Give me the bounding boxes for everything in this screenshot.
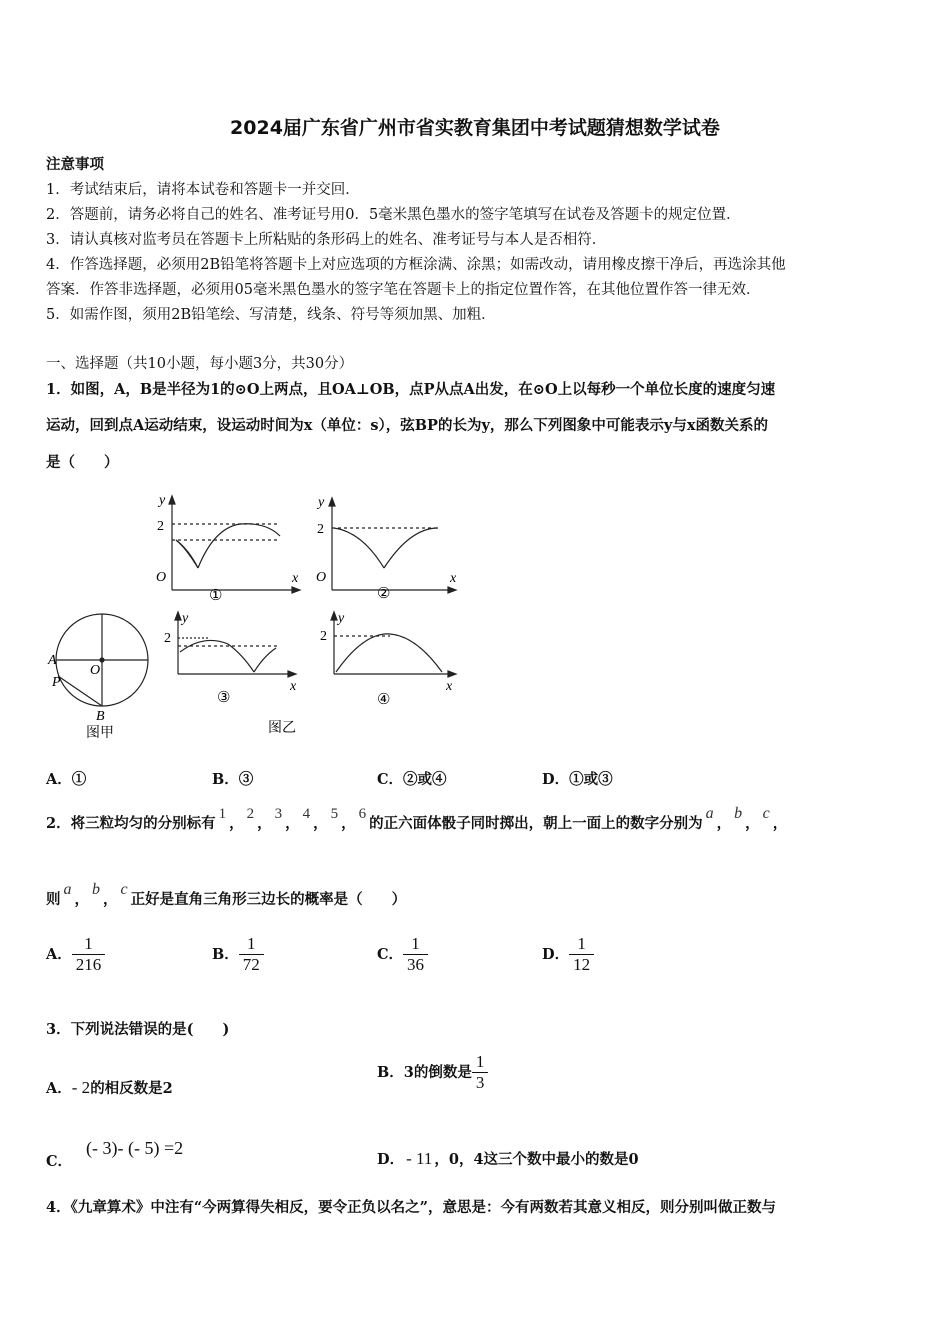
q2-line-1: 2．将三粒均匀的分别标有1，2，3，4，5，6的正六面体骰子同时掷出，朝上一面上的数字分别为a，b，c，: [46, 805, 788, 832]
q1-option-d[interactable]: D．①或③: [542, 771, 613, 788]
face-6: 6: [358, 806, 367, 822]
var-c-2: c: [120, 881, 128, 898]
caption-b: 图乙: [268, 721, 296, 736]
circle-o: O: [90, 663, 101, 678]
notice-item-3: 3．请认真核对监考员在答题卡上所粘贴的条形码上的姓名、准考证号与本人是否相符．: [46, 232, 607, 248]
q2-option-a[interactable]: [46, 934, 105, 976]
q2-option-d-label: D．: [542, 945, 570, 963]
page-title: 2024届广东省广州市省实教育集团中考试题猜想数学试卷: [230, 117, 720, 139]
var-b: b: [734, 805, 743, 822]
q2-option-b-label: B．: [212, 945, 239, 963]
q1-option-c[interactable]: C．②或④: [377, 771, 447, 788]
q2-d-den: 12: [573, 955, 591, 975]
q2-prefix: 2．将三粒均匀的分别标有: [46, 815, 216, 832]
g3-two: 2: [164, 631, 171, 646]
q3-b-text: 3的倒数是: [403, 1063, 472, 1081]
q2-option-d[interactable]: [542, 934, 594, 976]
q3-a-math: - 2: [71, 1078, 91, 1097]
q3-b-label: B．: [377, 1063, 404, 1081]
face-2: 2: [246, 806, 255, 822]
graph-2: [329, 498, 456, 593]
face-3: 3: [274, 806, 283, 822]
q2-a-num: 1: [72, 934, 106, 955]
var-b-2: b: [92, 881, 100, 898]
q3-c-label: C．: [46, 1153, 73, 1170]
notice-item-4-cont: 答案．作答非选择题，必须用05毫米黑色墨水的签字笔在答题卡上的指定位置作答，在其他位置作答一律无效．: [46, 282, 761, 298]
notice-item-1: 1．考试结束后，请将本试卷和答题卡一并交回．: [46, 182, 360, 198]
q2-b-num: 1: [239, 934, 264, 955]
notice-item-2: 2．答题前，请务必将自己的姓名、准考证号用0．5毫米黑色墨水的签字笔填写在试卷及答题卡的规定位置．: [46, 207, 741, 223]
face-5: 5: [330, 806, 339, 822]
caption-a: 图甲: [86, 726, 114, 741]
g2-o: O: [316, 570, 327, 585]
g2-x: x: [450, 571, 457, 586]
g3-label: ③: [217, 690, 231, 706]
g4-two: 2: [320, 629, 327, 644]
graph-1: [169, 496, 300, 593]
q2-option-b-fraction: [239, 934, 264, 976]
face-4: 4: [302, 806, 311, 822]
g2-y: y: [318, 495, 325, 510]
q2-option-b[interactable]: [212, 934, 264, 976]
q1-line-2: 运动，回到点A运动结束，设运动时间为x（单位：s），弦BP的长为y，那么下列图象中可能表示y与x函数关系的: [46, 417, 768, 434]
q3-b-num: 1: [472, 1052, 489, 1073]
q3-option-d[interactable]: [377, 1148, 639, 1169]
g3-x: x: [290, 679, 297, 694]
graph-4: [331, 612, 456, 677]
circle-a: A: [48, 653, 57, 668]
q2-option-a-label: A．: [46, 945, 72, 963]
q1-line-1: 1．如图，A，B是半径为1的⊙O上两点，且OA⊥OB，点P从点A出发，在⊙O上以每秒一个单位长度的速度匀速: [46, 381, 776, 398]
q2-line2-prefix: 则: [46, 891, 61, 908]
g1-o: O: [156, 570, 167, 585]
q3-d-math: - 11: [406, 1149, 433, 1168]
g1-two: 2: [157, 519, 164, 534]
face-1: 1: [218, 806, 227, 822]
q1-option-a[interactable]: A．①: [46, 771, 87, 788]
graph-3: [175, 612, 296, 677]
g4-x: x: [446, 679, 453, 694]
g1-y: y: [159, 493, 166, 508]
q3-d-text: ，0，4这三个数中最小的数是0: [434, 1151, 639, 1168]
q2-b-den: 72: [242, 955, 260, 975]
notice-item-5: 5．如需作图，须用2B铅笔绘、写清楚，线条、符号等须加黑、加粗．: [46, 307, 496, 323]
q2-a-den: 216: [75, 955, 102, 975]
g1-label: ①: [209, 588, 223, 604]
q2-d-num: 1: [569, 934, 594, 955]
g3-y: y: [182, 611, 189, 626]
g4-y: y: [338, 611, 345, 626]
g2-two: 2: [317, 522, 324, 537]
g2-label: ②: [377, 586, 391, 602]
q2-option-c[interactable]: [377, 934, 428, 976]
q1-line-3: 是（ ）: [46, 454, 119, 471]
q3-c-math: (- 3)- (- 5) =2: [86, 1138, 184, 1158]
q3-option-a[interactable]: [46, 1077, 173, 1098]
q1-option-b[interactable]: B．③: [212, 771, 254, 788]
g1-x: x: [292, 571, 299, 586]
q3-b-den: 3: [475, 1073, 485, 1093]
var-a-2: a: [63, 881, 72, 898]
q2-line-2: 则a，b，c正好是直角三角形三边长的概率是（ ）: [46, 881, 407, 908]
q3-d-label: D．: [377, 1151, 405, 1168]
q1-figure: [44, 488, 464, 748]
q2-option-d-fraction: [569, 934, 594, 976]
q2-option-c-fraction: [403, 934, 428, 976]
q2-c-num: 1: [403, 934, 428, 955]
q3-option-c[interactable]: [46, 1138, 184, 1170]
q2-c-den: 36: [407, 955, 425, 975]
q4-line-1: 4．《九章算术》中注有“今两算得失相反，要令正负以名之”，意思是：今有两数若其意义相反，则分别叫做正数与: [46, 1199, 777, 1216]
q3-b-fraction: [472, 1052, 489, 1094]
notice-item-4: 4．作答选择题，必须用2B铅笔将答题卡上对应选项的方框涂满、涂黑；如需改动，请用橡皮擦干净后，再选涂其他: [46, 257, 786, 273]
q3-a-label: A．: [46, 1080, 72, 1097]
section-heading: 一、选择题（共10小题，每小题3分，共30分）: [46, 356, 354, 372]
q2-middle: 的正六面体骰子同时掷出，朝上一面上的数字分别为: [369, 815, 703, 832]
q3-a-text: 的相反数是2: [90, 1080, 173, 1097]
var-a: a: [705, 805, 714, 822]
circle-figure: [56, 614, 148, 706]
g4-label: ④: [377, 692, 391, 708]
q3-option-b[interactable]: [377, 1052, 488, 1094]
q2-option-c-label: C．: [377, 945, 404, 963]
q3-stem: 3．下列说法错误的是( ): [46, 1021, 230, 1038]
circle-p: P: [52, 675, 61, 690]
circle-b: B: [96, 709, 105, 724]
q2-option-a-fraction: [72, 934, 106, 976]
notice-heading: 注意事项: [46, 156, 104, 173]
q2-line2-suffix: 正好是直角三角形三边长的概率是（ ）: [130, 891, 407, 908]
var-c: c: [762, 805, 770, 822]
